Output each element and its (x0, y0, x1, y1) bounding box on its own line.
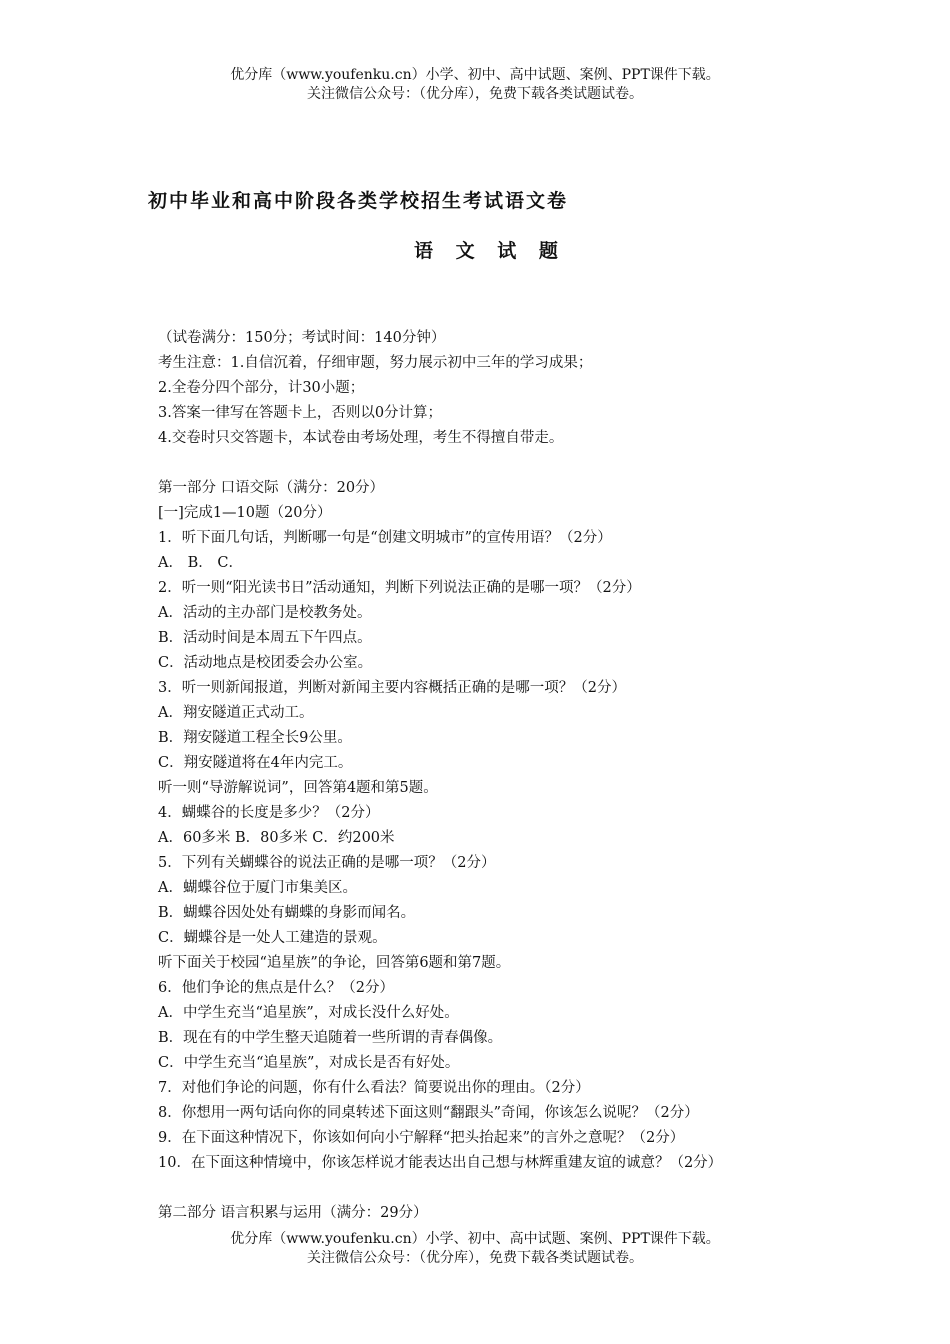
notice-item-1: 考生注意：1.自信沉着，仔细审题，努力展示初中三年的学习成果； (158, 355, 593, 371)
score-time-note: （试卷满分：150分；考试时间：140分钟） (158, 330, 446, 346)
notice-item-4: 4.交卷时只交答题卡，本试卷由考场处理，考生不得擅自带走。 (158, 430, 564, 446)
question-5-option-c: C．蝴蝶谷是一处人工建造的景观。 (158, 930, 387, 946)
page-header (0, 66, 950, 104)
question-1-options: A． B． C． (158, 555, 243, 571)
footer-line-2: 关注微信公众号：（优分库），免费下载各类试题试卷。 (307, 1250, 643, 1266)
exam-title: 初中毕业和高中阶段各类学校招生考试语文卷 (148, 190, 569, 212)
part1-heading: 第一部分 口语交际（满分：20分） (158, 480, 385, 496)
question-10: 10．在下面这种情境中，你该怎样说才能表达出自己想与林辉重建友谊的诚意？（2分） (158, 1155, 723, 1171)
question-3-option-b: B．翔安隧道工程全长9公里。 (158, 730, 352, 746)
exam-body (158, 326, 928, 1226)
question-3: 3．听一则新闻报道，判断对新闻主要内容概括正确的是哪一项？（2分） (158, 680, 626, 696)
intro-q4-q5: 听一则“导游解说词”，回答第4题和第5题。 (158, 780, 438, 796)
spacer (158, 451, 928, 476)
spacer (158, 1176, 928, 1201)
question-6-option-b: B．现在有的中学生整天追随着一些所谓的青春偶像。 (158, 1030, 503, 1046)
question-8: 8．你想用一两句话向你的同桌转述下面这则“翻跟头”奇闻，你该怎么说呢？（2分） (158, 1105, 699, 1121)
question-2-option-a: A．活动的主办部门是校教务处。 (158, 605, 372, 621)
header-line-1: 优分库（www.youfenku.cn）小学、初中、高中试题、案例、PPT课件下载。 (230, 67, 720, 83)
question-2: 2．听一则“阳光读书日”活动通知，判断下列说法正确的是哪一项？（2分） (158, 580, 641, 596)
question-6-option-a: A．中学生充当“追星族”，对成长没什么好处。 (158, 1005, 459, 1021)
question-3-option-c: C．翔安隧道将在4年内完工。 (158, 755, 353, 771)
question-5-option-a: A．蝴蝶谷位于厦门市集美区。 (158, 880, 357, 896)
question-2-option-b: B．活动时间是本周五下午四点。 (158, 630, 372, 646)
question-2-option-c: C．活动地点是校团委会办公室。 (158, 655, 373, 671)
question-7: 7．对他们争论的问题，你有什么看法？简要说出你的理由。（2分） (158, 1080, 590, 1096)
question-3-option-a: A．翔安隧道正式动工。 (158, 705, 314, 721)
part2-heading: 第二部分 语言积累与运用（满分：29分） (158, 1205, 428, 1221)
intro-q6-q7: 听下面关于校园“追星族”的争论，回答第6题和第7题。 (158, 955, 511, 971)
page-footer (0, 1230, 950, 1268)
question-4: 4．蝴蝶谷的长度是多少？（2分） (158, 805, 380, 821)
question-6-option-c: C．中学生充当“追星族”，对成长是否有好处。 (158, 1055, 460, 1071)
question-9: 9．在下面这种情况下，你该如何向小宁解释“把头抬起来”的言外之意呢？（2分） (158, 1130, 685, 1146)
exam-subtitle: 语 文 试 题 (414, 240, 566, 262)
notice-item-3: 3.答案一律写在答题卡上，否则以0分计算； (158, 405, 443, 421)
header-line-2: 关注微信公众号：（优分库），免费下载各类试题试卷。 (307, 86, 643, 102)
footer-line-1: 优分库（www.youfenku.cn）小学、初中、高中试题、案例、PPT课件下载。 (230, 1231, 720, 1247)
part1-section: [一]完成1—10题（20分） (158, 505, 332, 521)
question-5: 5．下列有关蝴蝶谷的说法正确的是哪一项？（2分） (158, 855, 496, 871)
notice-item-2: 2.全卷分四个部分，计30小题； (158, 380, 365, 396)
question-4-options: A．60多米 B．80多米 C．约200米 (158, 830, 395, 846)
question-5-option-b: B．蝴蝶谷因处处有蝴蝶的身影而闻名。 (158, 905, 416, 921)
question-1: 1．听下面几句话，判断哪一句是“创建文明城市”的宣传用语？（2分） (158, 530, 612, 546)
question-6: 6．他们争论的焦点是什么？（2分） (158, 980, 394, 996)
